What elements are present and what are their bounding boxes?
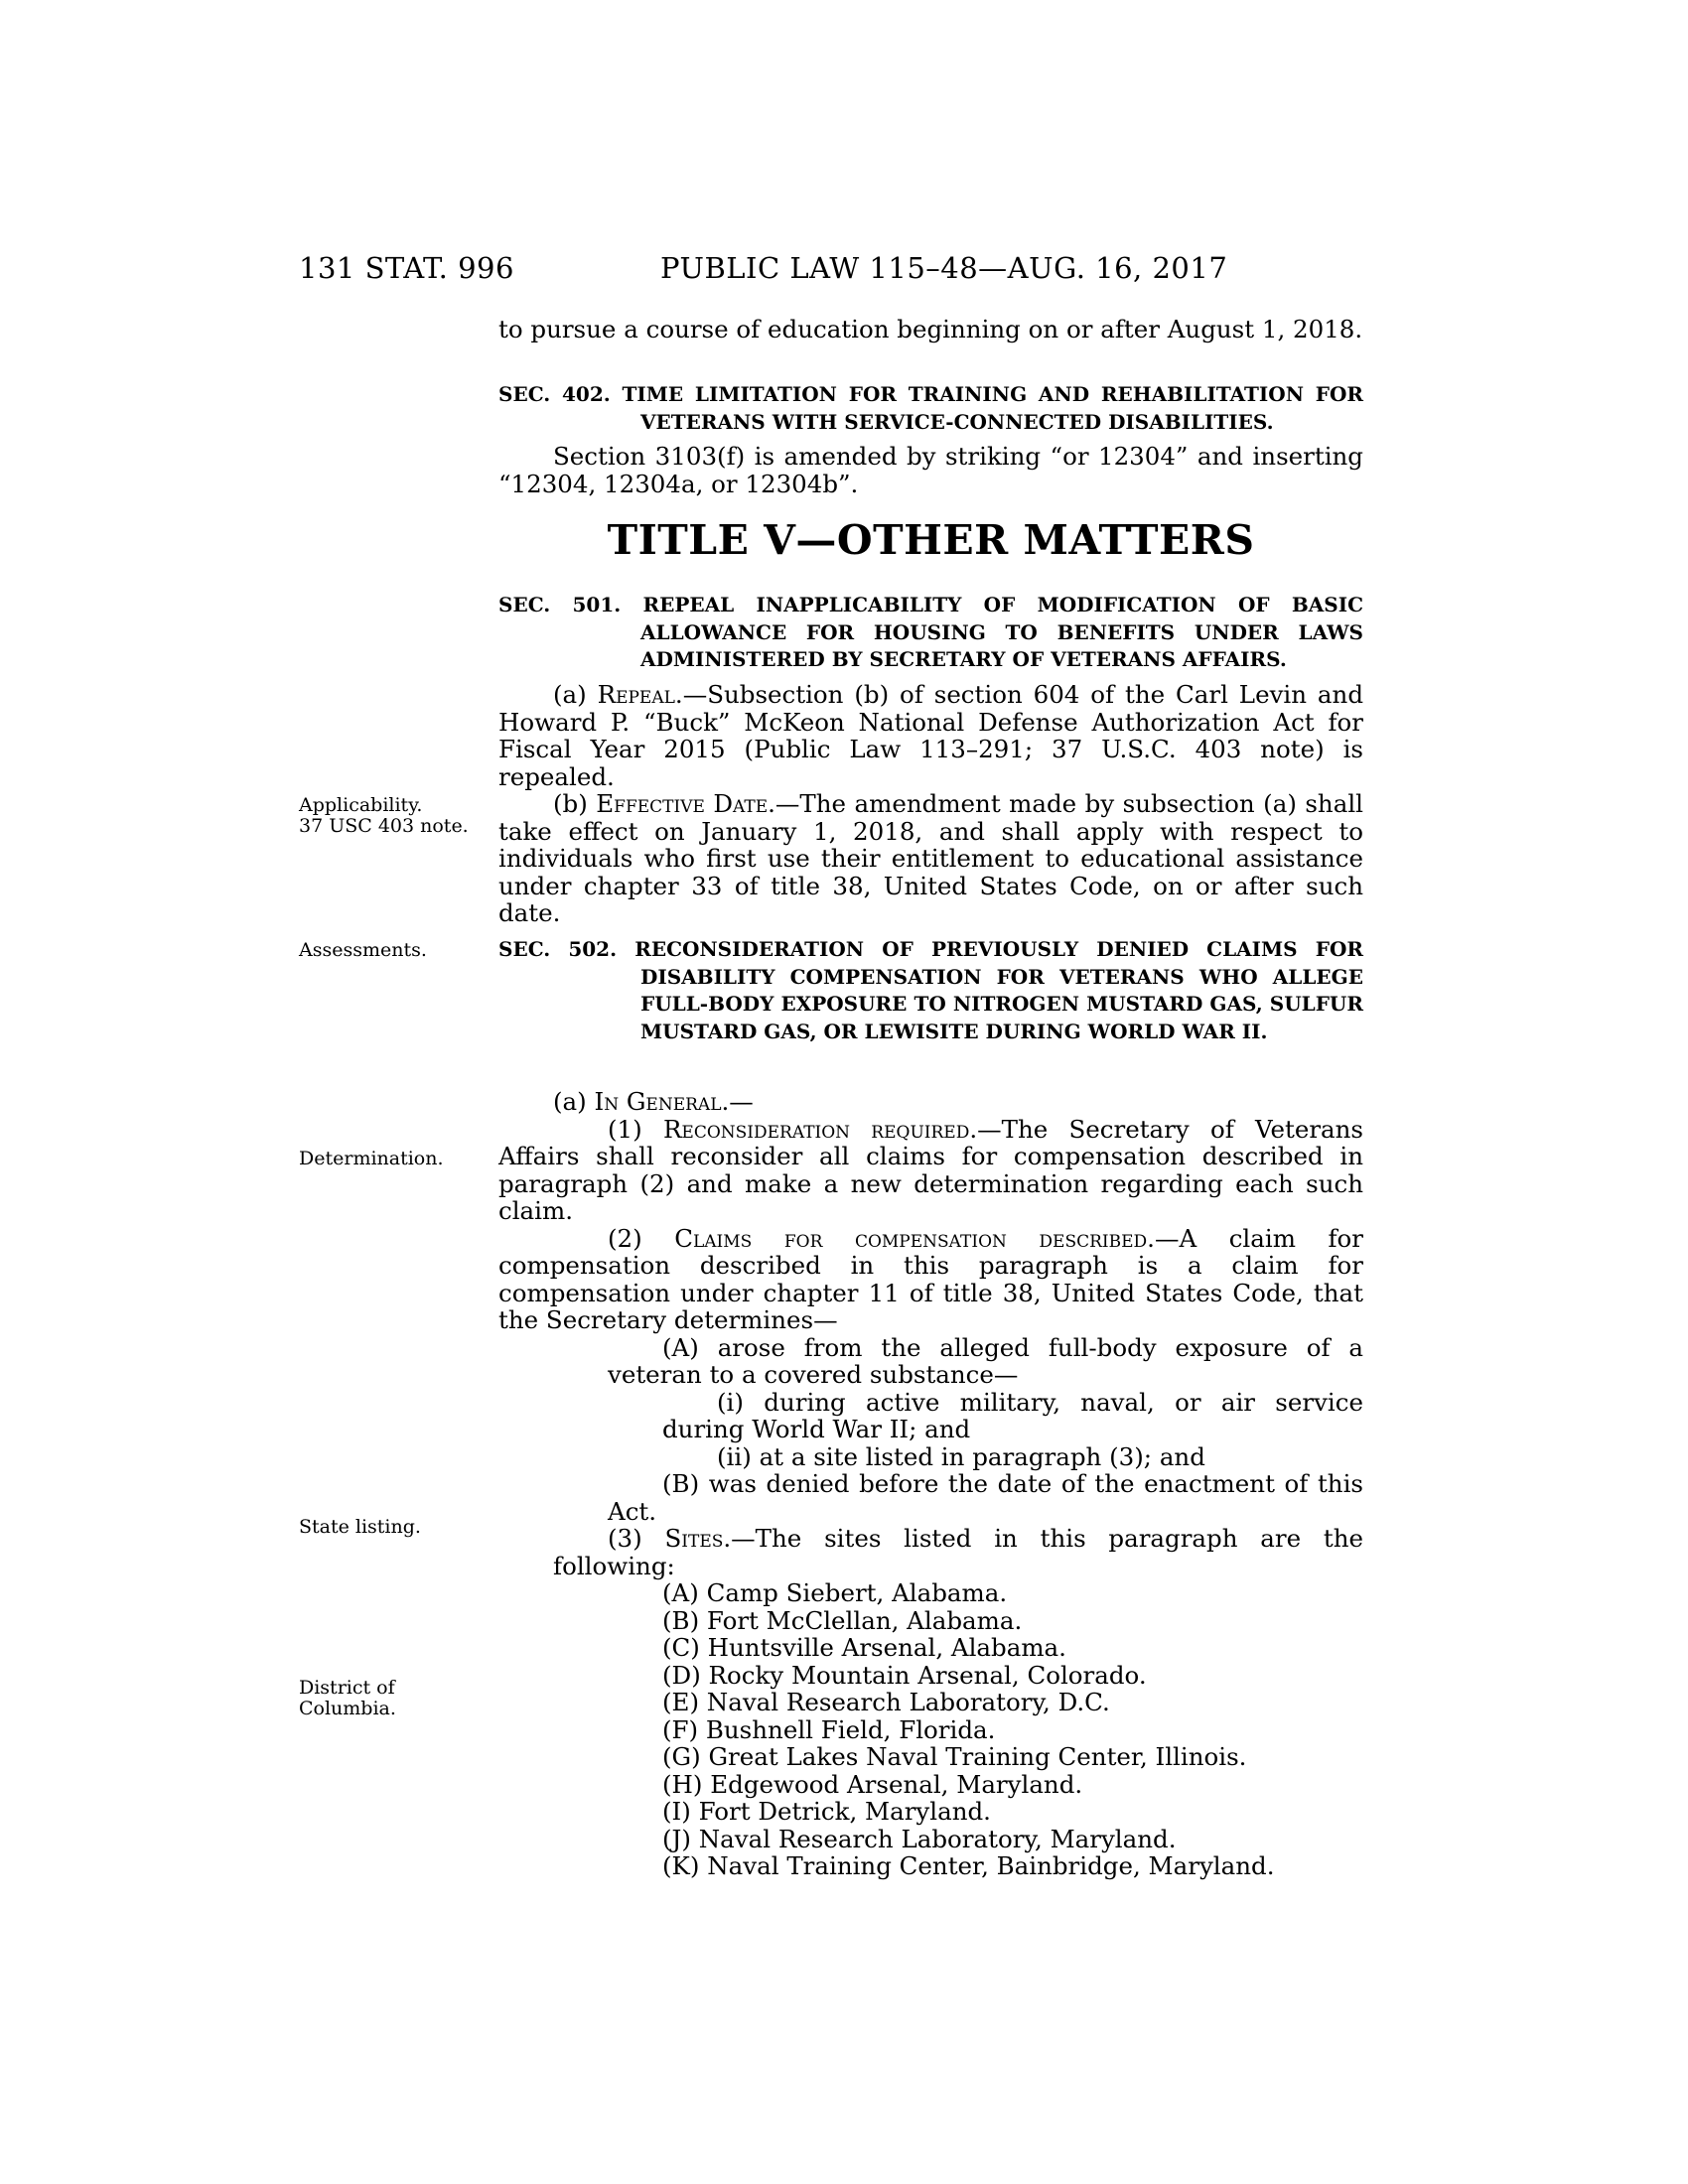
site-item: (D) Rocky Mountain Arsenal, Colorado. [662, 1660, 1147, 1690]
sec-502-para-3: (3) Sites.—The sites listed in this paragraph are the following: [553, 1524, 1363, 1580]
sec-502-subpara-B: (B) was denied before the date of the enactment of this Act. [608, 1469, 1363, 1526]
sec-402-text: Section 3103(f) is amended by striking “or 12304” and inserting “12304, 12304a, or 12304b”. [498, 442, 1363, 498]
site-item: (B) Fort McClellan, Alabama. [662, 1605, 1023, 1635]
sec-402-heading: SEC. 402. TIME LIMITATION FOR TRAINING AND REHABILITATION FOR VETERANS WITH SERVICE-CONNECTED DISABILITIES. [498, 382, 1363, 434]
site-item: (J) Naval Research Laboratory, Maryland. [662, 1824, 1177, 1853]
margin-note-district-of-columbia: District of Columbia. [299, 1677, 396, 1719]
sec-501-body [498, 681, 1363, 927]
site-item: (K) Naval Training Center, Bainbridge, Maryland. [662, 1851, 1275, 1880]
margin-note-applicability: Applicability. 37 USC 403 note. [299, 794, 469, 837]
intro-text: to pursue a course of education beginning on or after August 1, 2018. [498, 315, 1363, 343]
sec-501-heading: SEC. 501. REPEAL INAPPLICABILITY OF MODIFICATION OF BASIC ALLOWANCE FOR HOUSING TO BENEFITS UNDER LAWS ADMINISTERED BY SECRETARY OF VETERANS AFFAIRS. [498, 593, 1363, 671]
sec-502-subpara-A: (A) arose from the alleged full-body exposure of a veteran to a covered substance— [608, 1332, 1363, 1389]
margin-note-assessments: Assessments. [299, 939, 427, 961]
sec-501-b: (b) Effective Date.—The amendment made by subsection (a) shall take effect on January 1, 2018, and shall apply with respect to individuals who first use their entitlement to educational assistance under chapter 33 of title 38, United States Code, on or after such date. [498, 789, 1363, 927]
sec-502-para-2: (2) Claims for compensation described.—A claim for compensation described in this paragraph is a claim for compensation under chapter 11 of title 38, United States Code, that the Secretary determines— [498, 1223, 1363, 1334]
sec-502-heading: SEC. 502. RECONSIDERATION OF PREVIOUSLY DENIED CLAIMS FOR DISABILITY COMPENSATION FOR VETERANS WHO ALLEGE FULL-BODY EXPOSURE TO NITROGEN MUSTARD GAS, SULFUR MUSTARD GAS, OR LEWISITE DURING WORLD WAR II. [498, 937, 1363, 1043]
sec-502-clause-ii: (ii) at a site listed in paragraph (3); and [717, 1441, 1205, 1471]
sec-502-body [498, 1088, 1363, 1880]
site-item: (F) Bushnell Field, Florida. [662, 1714, 996, 1744]
site-item: (A) Camp Siebert, Alabama. [662, 1578, 1008, 1607]
site-item: (G) Great Lakes Naval Training Center, Illinois. [662, 1742, 1247, 1771]
page-stat-citation: 131 STAT. 996 [299, 251, 514, 285]
sites-list [498, 1579, 1363, 1880]
margin-note-determination: Determination. [299, 1148, 444, 1169]
sec-502-para-1: (1) Reconsideration required.—The Secretary of Veterans Affairs shall reconsider all claims for compensation described in paragraph (2) and make a new determination regarding each such claim. [498, 1114, 1363, 1225]
sec-502-clause-i: (i) during active military, naval, or air service during World War II; and [662, 1387, 1363, 1443]
intro-paragraph [498, 316, 1363, 343]
sec-502-a: (a) In General.— [553, 1087, 754, 1116]
site-item: (H) Edgewood Arsenal, Maryland. [662, 1769, 1083, 1799]
margin-note-state-listing: State listing. [299, 1516, 421, 1538]
page-law-header: PUBLIC LAW 115–48—AUG. 16, 2017 [660, 251, 1228, 285]
site-item: (C) Huntsville Arsenal, Alabama. [662, 1633, 1066, 1662]
sec-402-body [498, 443, 1363, 497]
site-item: (I) Fort Detrick, Maryland. [662, 1797, 991, 1826]
title-v-heading: TITLE V—OTHER MATTERS [607, 516, 1255, 564]
sec-501-a: (a) Repeal.—Subsection (b) of section 604 of the Carl Levin and Howard P. “Buck” McKeon National Defense Authorization Act for Fiscal Year 2015 (Public Law 113–291; 37 U.S.C. 403 note) is repealed. [498, 680, 1363, 791]
site-item: (E) Naval Research Laboratory, D.C. [662, 1688, 1110, 1716]
